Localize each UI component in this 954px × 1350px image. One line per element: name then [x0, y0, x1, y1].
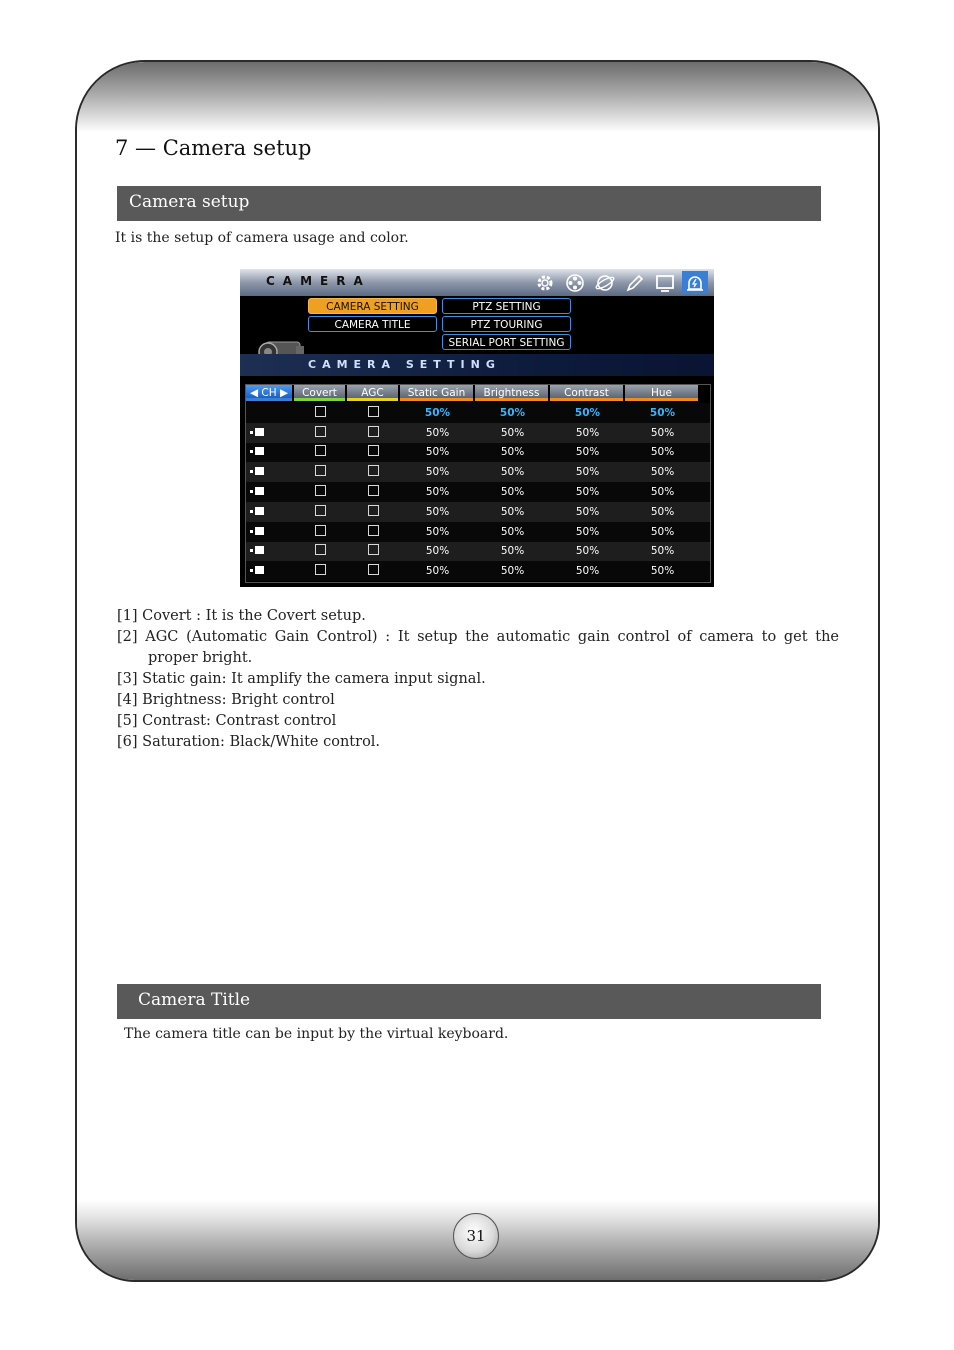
hue-value[interactable]: 50%	[650, 525, 675, 538]
channel-cell	[246, 466, 294, 478]
covert-checkbox[interactable]	[315, 544, 326, 555]
channel-icon	[250, 507, 264, 515]
pencil-icon[interactable]	[622, 271, 648, 294]
hue-value[interactable]: 50%	[649, 406, 676, 419]
channel-cell	[246, 486, 294, 498]
covert-cell	[294, 426, 347, 440]
channel-cell	[246, 427, 294, 439]
channel-cell	[246, 446, 294, 458]
agc-cell	[347, 525, 400, 539]
channel-icon	[250, 487, 264, 495]
ui-title-bar	[240, 269, 714, 296]
list-item	[117, 669, 839, 690]
brightness-value[interactable]: 50%	[500, 446, 525, 459]
covert-checkbox[interactable]	[315, 426, 326, 437]
agc-checkbox[interactable]	[368, 485, 379, 496]
page-header-band	[77, 62, 878, 132]
channel-icon	[250, 527, 264, 535]
table-row[interactable]	[246, 561, 710, 581]
list-item	[117, 606, 839, 627]
brightness-value[interactable]: 50%	[500, 426, 525, 439]
covert-checkbox[interactable]	[315, 564, 326, 575]
table-row[interactable]	[246, 423, 710, 443]
contrast-value[interactable]: 50%	[575, 446, 600, 459]
agc-checkbox[interactable]	[368, 505, 379, 516]
camera-settings-screenshot	[240, 269, 714, 587]
static-gain-value[interactable]: 50%	[425, 486, 450, 499]
brightness-value[interactable]: 50%	[500, 545, 525, 558]
contrast-value[interactable]: 50%	[575, 545, 600, 558]
contrast-value[interactable]: 50%	[575, 505, 600, 518]
page-number: 31	[453, 1213, 499, 1259]
covert-cell	[294, 485, 347, 499]
section-title: Camera setup	[129, 192, 250, 212]
covert-checkbox[interactable]	[315, 525, 326, 536]
column-header: Static Gain	[400, 385, 473, 401]
covert-cell	[294, 525, 347, 539]
agc-cell	[347, 564, 400, 578]
section-camera-setup-header	[117, 186, 821, 221]
column-header: Contrast	[550, 385, 623, 401]
agc-checkbox[interactable]	[368, 544, 379, 555]
channel-icon	[250, 447, 264, 455]
static-gain-value[interactable]: 50%	[425, 466, 450, 479]
agc-cell	[347, 406, 400, 420]
list-item-text: [5] Contrast: Contrast control	[117, 713, 337, 729]
covert-cell	[294, 564, 347, 578]
column-header: AGC	[347, 385, 398, 401]
covert-cell	[294, 445, 347, 459]
static-gain-value[interactable]: 50%	[425, 525, 450, 538]
list-item	[117, 627, 839, 669]
covert-cell	[294, 406, 347, 420]
gear-icon[interactable]	[532, 271, 558, 294]
table-row[interactable]	[246, 522, 710, 542]
covert-cell	[294, 505, 347, 519]
ui-toolbar-icons	[532, 271, 708, 294]
brightness-value[interactable]: 50%	[500, 486, 525, 499]
hue-value[interactable]: 50%	[650, 565, 675, 578]
hue-value[interactable]: 50%	[650, 446, 675, 459]
camera-setting-tab[interactable]: CAMERA SETTING	[308, 298, 437, 314]
channel-cell	[246, 565, 294, 577]
static-gain-value[interactable]: 50%	[425, 426, 450, 439]
brightness-value[interactable]: 50%	[500, 565, 525, 578]
contrast-value[interactable]: 50%	[575, 565, 600, 578]
static-gain-value[interactable]: 50%	[425, 545, 450, 558]
hue-value[interactable]: 50%	[650, 545, 675, 558]
hue-value[interactable]: 50%	[650, 466, 675, 479]
table-row[interactable]	[246, 542, 710, 562]
agc-cell	[347, 544, 400, 558]
agc-cell	[347, 465, 400, 479]
contrast-value[interactable]: 50%	[575, 486, 600, 499]
section-camera-setup-description: It is the setup of camera usage and color.	[115, 230, 409, 246]
camera-setting-header	[240, 354, 714, 376]
column-header: Hue	[625, 385, 698, 401]
agc-checkbox[interactable]	[368, 525, 379, 536]
covert-checkbox[interactable]	[315, 465, 326, 476]
channel-cell	[246, 545, 294, 557]
agc-checkbox[interactable]	[368, 564, 379, 575]
static-gain-value[interactable]: 50%	[425, 505, 450, 518]
table-row[interactable]	[246, 502, 710, 522]
agc-checkbox[interactable]	[368, 445, 379, 456]
alarm-icon[interactable]	[682, 271, 708, 294]
covert-checkbox[interactable]	[315, 445, 326, 456]
contrast-value[interactable]: 50%	[575, 525, 600, 538]
ptz-setting-tab[interactable]: PTZ SETTING	[442, 298, 571, 314]
list-item-text: [3] Static gain: It amplify the camera input signal.	[117, 671, 486, 687]
channel-icon	[250, 566, 264, 574]
list-item	[117, 732, 839, 753]
agc-cell	[347, 485, 400, 499]
contrast-value[interactable]: 50%	[574, 406, 601, 419]
covert-checkbox[interactable]	[315, 406, 326, 417]
globe-icon[interactable]	[592, 271, 618, 294]
static-gain-value[interactable]: 50%	[424, 406, 451, 419]
list-item-text: [1] Covert : It is the Covert setup.	[117, 608, 366, 624]
list-item	[117, 690, 839, 711]
section-title: Camera Title	[138, 990, 251, 1010]
covert-checkbox[interactable]	[315, 505, 326, 516]
covert-cell	[294, 465, 347, 479]
film-reel-icon[interactable]	[562, 271, 588, 294]
agc-cell	[347, 426, 400, 440]
contrast-value[interactable]: 50%	[575, 466, 600, 479]
static-gain-value[interactable]: 50%	[425, 565, 450, 578]
agc-checkbox[interactable]	[368, 406, 379, 417]
chapter-title: 7 — Camera setup	[115, 136, 312, 160]
brightness-value[interactable]: 50%	[500, 505, 525, 518]
channel-cell	[246, 526, 294, 538]
camera-title-tab[interactable]: CAMERA TITLE	[308, 316, 437, 332]
list-item-text: [2] AGC (Automatic Gain Control) : It setup the automatic gain control of camera to get the	[117, 629, 839, 645]
static-gain-value[interactable]: 50%	[425, 446, 450, 459]
settings-description-list	[117, 606, 839, 753]
brightness-value[interactable]: 50%	[499, 406, 526, 419]
list-item-text: [6] Saturation: Black/White control.	[117, 734, 381, 750]
hue-value[interactable]: 50%	[650, 505, 675, 518]
table-row[interactable]	[246, 443, 710, 463]
brightness-value[interactable]: 50%	[500, 466, 525, 479]
channel-icon	[250, 467, 264, 475]
ui-window-title: CAMERA	[266, 274, 371, 288]
table-row[interactable]	[246, 403, 710, 423]
section-camera-title-description: The camera title can be input by the virtual keyboard.	[124, 1026, 509, 1042]
camera-setting-title: CAMERA SETTING	[308, 358, 501, 371]
monitor-icon[interactable]	[652, 271, 678, 294]
camera-settings-table	[245, 384, 711, 583]
table-row[interactable]	[246, 462, 710, 482]
channel-icon	[250, 428, 264, 436]
column-header[interactable]: ◀ CH ▶	[246, 385, 292, 401]
table-header	[246, 385, 710, 403]
serial-port-setting-tab[interactable]: SERIAL PORT SETTING	[442, 334, 571, 350]
agc-cell	[347, 505, 400, 519]
section-camera-title-header	[117, 984, 821, 1019]
channel-cell	[246, 506, 294, 518]
hue-value[interactable]: 50%	[650, 426, 675, 439]
table-row[interactable]	[246, 482, 710, 502]
agc-cell	[347, 445, 400, 459]
agc-checkbox[interactable]	[368, 426, 379, 437]
table-body	[246, 403, 710, 581]
brightness-value[interactable]: 50%	[500, 525, 525, 538]
ptz-touring-tab[interactable]: PTZ TOURING	[442, 316, 571, 332]
covert-checkbox[interactable]	[315, 485, 326, 496]
list-item-text: [4] Brightness: Bright control	[117, 692, 335, 708]
covert-cell	[294, 544, 347, 558]
channel-icon	[250, 546, 264, 554]
agc-checkbox[interactable]	[368, 465, 379, 476]
hue-value[interactable]: 50%	[650, 486, 675, 499]
column-header: Covert	[294, 385, 345, 401]
column-header: Brightness	[475, 385, 548, 401]
contrast-value[interactable]: 50%	[575, 426, 600, 439]
list-item	[117, 711, 839, 732]
list-item-continuation: proper bright.	[148, 650, 253, 666]
